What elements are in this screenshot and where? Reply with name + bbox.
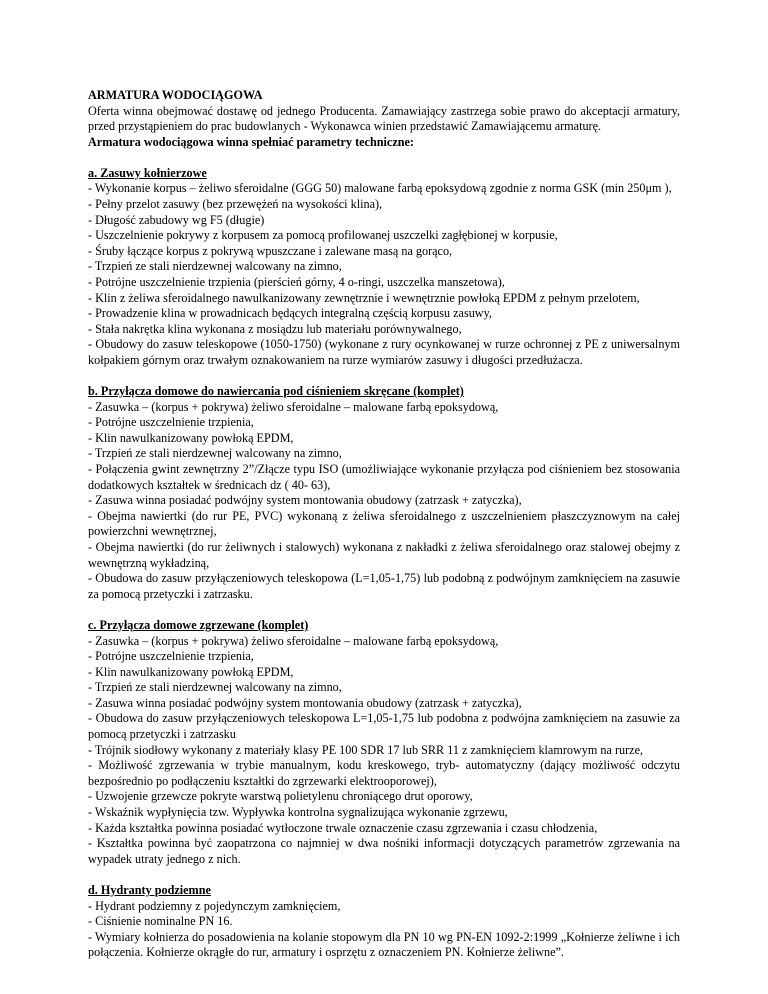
requirement-heading: Armatura wodociągowa winna spełniać parametry techniczne: bbox=[88, 134, 414, 149]
spec-line: - Hydrant podziemny z pojedynczym zamknięciem, bbox=[88, 898, 341, 913]
spec-line: - Klin nawulkanizowany powłoką EPDM, bbox=[88, 430, 294, 445]
spec-line: - Potrójne uszczelnienie trzpienia, bbox=[88, 415, 254, 430]
spec-line: - Potrójne uszczelnienie trzpienia (pierścień górny, 4 o-ringi, uszczelka manszetowa), bbox=[88, 275, 505, 290]
spec-line: - Zasuwka – (korpus + pokrywa) żeliwo sferoidalne – malowane farbą epoksydową, bbox=[88, 399, 499, 414]
document-page bbox=[88, 88, 680, 961]
section bbox=[88, 883, 680, 961]
spec-line: - Trzpień ze stali nierdzewnej walcowany na zimno, bbox=[88, 680, 342, 695]
section-title: b. Przyłącza domowe do nawiercania pod ciśnieniem skręcane (komplet) bbox=[88, 384, 464, 399]
spec-line: - Trójnik siodłowy wykonany z materiały klasy PE 100 SDR 17 lub SRR 11 z zamknięciem klamrowym na rurze, bbox=[88, 742, 644, 757]
spec-line: - Uszczelnienie pokrywy z korpusem za pomocą profilowanej uszczelki zagłębionej w korpusie, bbox=[88, 228, 558, 243]
spec-line: - Długość zabudowy wg F5 (długie) bbox=[88, 212, 265, 227]
spec-line: - Potrójne uszczelnienie trzpienia, bbox=[88, 649, 254, 664]
section-title: a. Zasuwy kołnierzowe bbox=[88, 165, 207, 180]
section bbox=[88, 618, 680, 868]
spec-line: - Klin nawulkanizowany powłoką EPDM, bbox=[88, 664, 294, 679]
spec-line: - Stała nakrętka klina wykonana z mosiądzu lub materiału porównywalnego, bbox=[88, 321, 462, 336]
spec-line: - Zasuwa winna posiadać podwójny system montowania obudowy (zatrzask + zatyczka), bbox=[88, 695, 522, 710]
spec-line: - Obejma nawiertki (do rur PE, PVC) wykonaną z żeliwa sferoidalnego z uszczelnieniem płaszczyznowym na całej powierzchni wewnętrznej, bbox=[88, 508, 680, 539]
section-title: d. Hydranty podziemne bbox=[88, 882, 211, 897]
spec-line: - Ciśnienie nominalne PN 16. bbox=[88, 914, 233, 929]
spec-line: - Trzpień ze stali nierdzewnej walcowany na zimno, bbox=[88, 259, 342, 274]
spec-line: - Każda kształtka powinna posiadać wytłoczone trwale oznaczenie czasu zgrzewania i czasu chłodzenia, bbox=[88, 820, 598, 835]
spec-line: - Zasuwa winna posiadać podwójny system montowania obudowy (zatrzask + zatyczka), bbox=[88, 493, 522, 508]
section-title: c. Przyłącza domowe zgrzewane (komplet) bbox=[88, 617, 309, 632]
spec-line: - Obudowa do zasuw przyłączeniowych teleskopowa (L=1,05-1,75) lub podobną z podwójnym zamknięciem na zasuwie za pomocą przetyczki i zatrzasku. bbox=[88, 571, 680, 601]
spec-line: - Prowadzenie klina w prowadnicach będących integralną częścią korpusu zasuwy, bbox=[88, 306, 492, 321]
spec-line: - Klin z żeliwa sferoidalnego nawulkanizowany zewnętrznie i wewnętrznie powłoką EPDM z pełnym przelotem, bbox=[88, 290, 640, 305]
spec-line: - Połączenia gwint zewnętrzny 2”/Złącze typu ISO (umożliwiające wykonanie przyłącza pod ciśnieniem bez stosowania dodatkowych kształtek w średnicach dz ( 40- 63), bbox=[88, 462, 680, 492]
spec-line: - Obudowy do zasuw teleskopowe (1050-1750) (wykonane z rury ocynkowanej w rurze ochronnej z PE z uniwersalnym kołpakiem górnym oraz trwałym oznakowaniem na rurze wymiarów zasuwy i długości przedłużacza. bbox=[88, 337, 680, 367]
spec-line: - Wykonanie korpus – żeliwo sferoidalne (GGG 50) malowane farbą epoksydową zgodnie z norma GSK (min 250μm ), bbox=[88, 181, 672, 196]
spec-line: - Możliwość zgrzewania w trybie manualnym, kodu kreskowego, tryb- automatyczny (dający możliwość odczytu bezpośrednio po podłączeniu kształtki do zgrzewarki elektrooporowej), bbox=[88, 758, 680, 788]
spec-line: - Kształtka powinna być zaopatrzona co najmniej w dwa nośniki informacji dotyczących parametrów zgrzewania na wypadek utraty jednego z nich. bbox=[88, 836, 680, 866]
document-title: ARMATURA WODOCIĄGOWA bbox=[88, 88, 263, 102]
spec-line: - Pełny przelot zasuwy (bez przewężeń na wysokości klina), bbox=[88, 197, 383, 212]
spec-line: - Uzwojenie grzewcze pokryte warstwą polietylenu chroniącego drut oporowy, bbox=[88, 789, 473, 804]
section bbox=[88, 166, 680, 369]
spec-line: - Wskaźnik wypłynięcia tzw. Wypływka kontrolna sygnalizująca wykonanie zgrzewu, bbox=[88, 805, 508, 820]
spec-line: - Śruby łączące korpus z pokrywą wpuszczane i zalewane masą na gorąco, bbox=[88, 243, 453, 258]
spec-line: - Obejma nawiertki (do rur żeliwnych i stalowych) wykonana z nakładki z żeliwa sferoidalnego oraz stalowej obejmy z wewnętrzną wykładziną, bbox=[88, 540, 680, 570]
spec-line: - Obudowa do zasuw przyłączeniowych teleskopowa L=1,05-1,75 lub podobna z podwójna zamknięciem na zasuwie za pomocą przetyczki i zatrzasku bbox=[88, 711, 680, 742]
spec-line: - Wymiary kołnierza do posadowienia na kolanie stopowym dla PN 10 wg PN-EN 1092-2:1999 „Kołnierze żeliwne i ich połączenia. Kołnierze okrągłe do rur, armatury i osprzętu z oznaczeniem PN. Kołnierze żeliwne”. bbox=[88, 929, 680, 960]
section bbox=[88, 384, 680, 602]
intro-paragraph: Oferta winna obejmować dostawę od jednego Producenta. Zamawiający zastrzega sobie prawo do akceptacji armatury, przed przystąpieniem do prac budowlanych - Wykonawca winien przedstawić Zamawiającemu armaturę. bbox=[88, 103, 680, 134]
spec-line: - Zasuwka – (korpus + pokrywa) żeliwo sferoidalne – malowane farbą epoksydową, bbox=[88, 633, 499, 648]
spec-line: - Trzpień ze stali nierdzewnej walcowany na zimno, bbox=[88, 446, 342, 461]
sections-container bbox=[88, 166, 680, 961]
